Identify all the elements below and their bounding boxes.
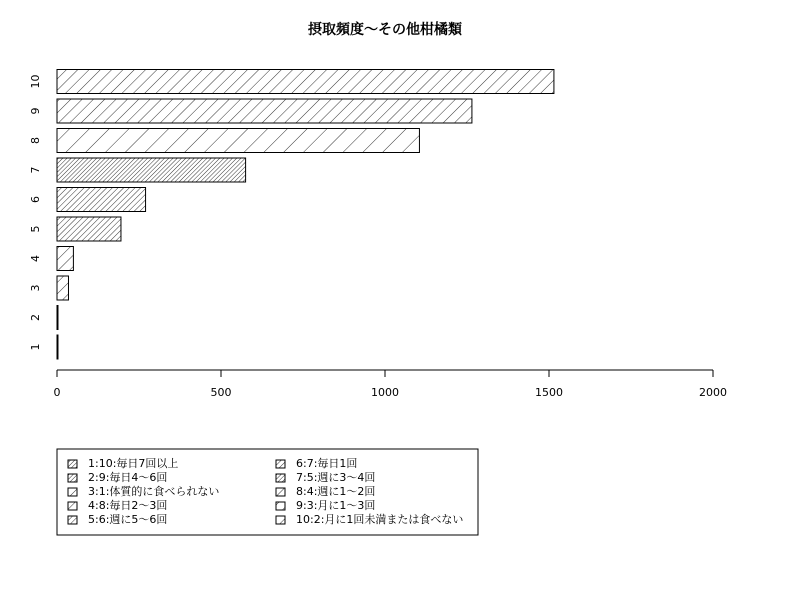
legend-swatch-9 <box>276 502 285 510</box>
y-tick-label-4: 4 <box>29 255 42 262</box>
legend-swatch-4 <box>68 502 77 510</box>
legend <box>57 449 478 535</box>
bar-1 <box>57 335 58 359</box>
legend-label-2: 2:9:毎日4〜6回 <box>88 471 168 484</box>
x-axis <box>54 370 728 399</box>
chart-title: 摂取頻度〜その他柑橘類 <box>308 22 462 38</box>
x-axis-ticks <box>54 370 728 399</box>
bar-10 <box>57 70 554 94</box>
bar-9 <box>57 99 472 123</box>
y-tick-label-10: 10 <box>29 74 42 89</box>
legend-label-7: 7:5:週に3〜4回 <box>296 471 376 484</box>
bar-2 <box>57 306 58 330</box>
legend-swatch-2 <box>68 474 77 482</box>
y-tick-label-1: 1 <box>29 343 42 351</box>
y-tick-label-6: 6 <box>29 196 42 203</box>
legend-label-5: 5:6:週に5〜6回 <box>88 513 168 526</box>
bar-6 <box>57 188 146 212</box>
y-tick-label-3: 3 <box>29 284 42 292</box>
legend-label-6: 6:7:毎日1回 <box>296 457 358 470</box>
legend-swatch-7 <box>276 474 285 482</box>
y-tick-label-5: 5 <box>29 225 42 233</box>
legend-label-1: 1:10:毎日7回以上 <box>88 457 179 470</box>
legend-label-9: 9:3:月に1〜3回 <box>296 499 376 512</box>
x-tick-label-1000: 1000 <box>371 386 399 399</box>
bar-group <box>57 70 554 360</box>
x-tick-label-2000: 2000 <box>699 386 727 399</box>
x-tick-label-500: 500 <box>210 386 232 399</box>
y-tick-label-7: 7 <box>29 166 42 174</box>
legend-label-3: 3:1:体質的に食べられない <box>88 485 220 498</box>
y-tick-label-9: 9 <box>29 107 42 115</box>
legend-label-4: 4:8:毎日2〜3回 <box>88 499 168 512</box>
legend-label-8: 8:4:週に1〜2回 <box>296 485 376 498</box>
legend-swatch-3 <box>68 488 77 496</box>
legend-swatch-6 <box>276 460 285 468</box>
bar-5 <box>57 217 121 241</box>
bar-3 <box>57 276 68 300</box>
x-tick-label-1500: 1500 <box>535 386 563 399</box>
y-tick-label-2: 2 <box>29 314 42 321</box>
bar-8 <box>57 129 419 153</box>
legend-label-10: 10:2:月に1回未満または食べない <box>296 513 464 526</box>
y-tick-label-8: 8 <box>29 137 42 144</box>
legend-swatch-1 <box>68 460 77 468</box>
y-axis-labels <box>29 75 42 351</box>
bar-4 <box>57 247 73 271</box>
legend-swatch-5 <box>68 516 77 524</box>
bar-7 <box>57 158 246 182</box>
x-tick-label-0: 0 <box>53 386 61 399</box>
legend-swatch-10 <box>276 516 285 524</box>
legend-swatch-8 <box>276 488 285 496</box>
